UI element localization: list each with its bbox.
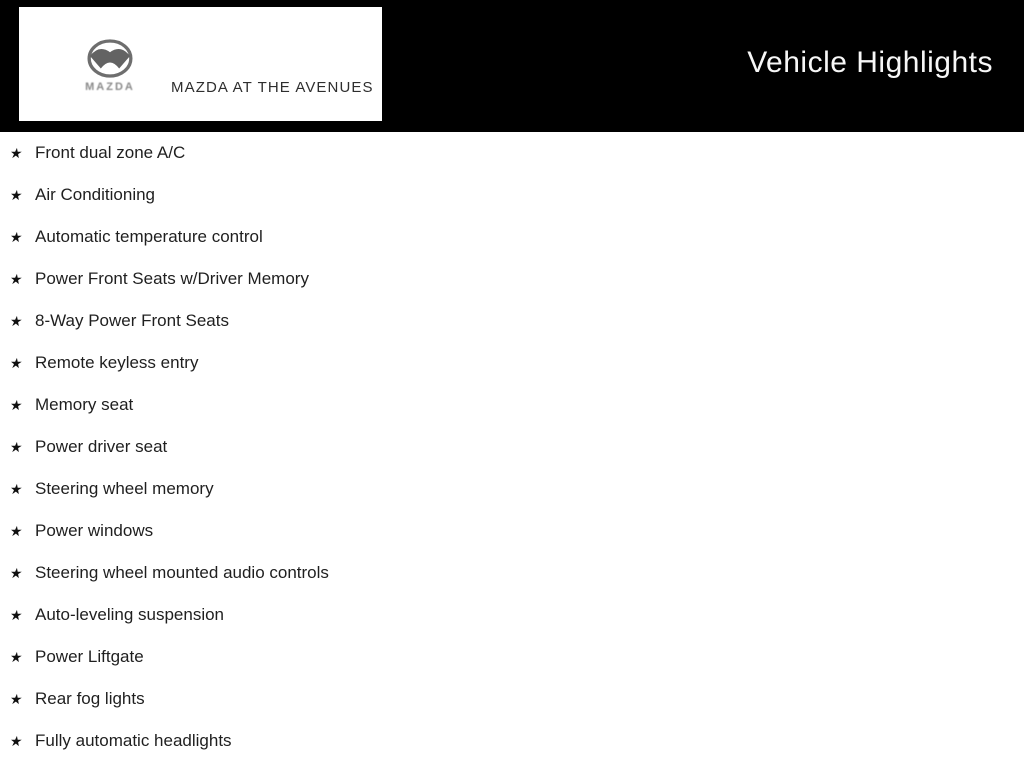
dealer-name: MAZDA AT THE AVENUES bbox=[171, 79, 374, 96]
star-bullet-icon: ★ bbox=[8, 439, 24, 455]
feature-label: 8-Way Power Front Seats bbox=[35, 311, 229, 330]
feature-label: Power Liftgate bbox=[35, 647, 144, 666]
star-bullet-icon: ★ bbox=[8, 397, 24, 413]
list-item bbox=[10, 132, 1024, 174]
star-bullet-icon: ★ bbox=[8, 145, 24, 161]
star-bullet-icon: ★ bbox=[8, 565, 24, 581]
star-bullet-icon: ★ bbox=[8, 607, 24, 623]
feature-label: Memory seat bbox=[35, 395, 134, 414]
list-item bbox=[10, 468, 1024, 510]
feature-label: Automatic temperature control bbox=[35, 227, 263, 246]
feature-label: Power Front Seats w/Driver Memory bbox=[35, 269, 309, 288]
star-bullet-icon: ★ bbox=[8, 523, 24, 539]
list-item bbox=[10, 720, 1024, 762]
list-item bbox=[10, 552, 1024, 594]
feature-label: Air Conditioning bbox=[35, 185, 156, 204]
star-bullet-icon: ★ bbox=[8, 271, 24, 287]
list-item bbox=[10, 342, 1024, 384]
feature-label: Remote keyless entry bbox=[35, 353, 199, 372]
list-item bbox=[10, 636, 1024, 678]
list-item bbox=[10, 678, 1024, 720]
page-title: Vehicle Highlights bbox=[747, 46, 993, 79]
feature-label: Auto-leveling suspension bbox=[35, 605, 225, 624]
feature-label: Steering wheel memory bbox=[35, 479, 214, 498]
star-bullet-icon: ★ bbox=[8, 313, 24, 329]
dealer-logo-box bbox=[19, 7, 382, 121]
list-item bbox=[10, 216, 1024, 258]
list-item bbox=[10, 510, 1024, 552]
list-item bbox=[10, 384, 1024, 426]
feature-label: Steering wheel mounted audio controls bbox=[35, 563, 329, 582]
feature-label: Rear fog lights bbox=[35, 689, 145, 708]
star-bullet-icon: ★ bbox=[8, 649, 24, 665]
list-item bbox=[10, 258, 1024, 300]
star-bullet-icon: ★ bbox=[8, 355, 24, 371]
star-bullet-icon: ★ bbox=[8, 691, 24, 707]
mazda-emblem-icon bbox=[85, 37, 135, 80]
list-item bbox=[10, 426, 1024, 468]
feature-label: Fully automatic headlights bbox=[35, 731, 232, 750]
header-bar bbox=[0, 0, 1024, 132]
star-bullet-icon: ★ bbox=[8, 229, 24, 245]
feature-label: Power windows bbox=[35, 521, 154, 540]
feature-label: Power driver seat bbox=[35, 437, 168, 456]
list-item bbox=[10, 300, 1024, 342]
feature-list bbox=[0, 132, 1024, 762]
star-bullet-icon: ★ bbox=[8, 187, 24, 203]
mazda-wordmark: MAZDA bbox=[85, 81, 135, 93]
star-bullet-icon: ★ bbox=[8, 481, 24, 497]
feature-label: Front dual zone A/C bbox=[35, 143, 186, 162]
list-item bbox=[10, 174, 1024, 216]
list-item bbox=[10, 594, 1024, 636]
star-bullet-icon: ★ bbox=[8, 733, 24, 749]
